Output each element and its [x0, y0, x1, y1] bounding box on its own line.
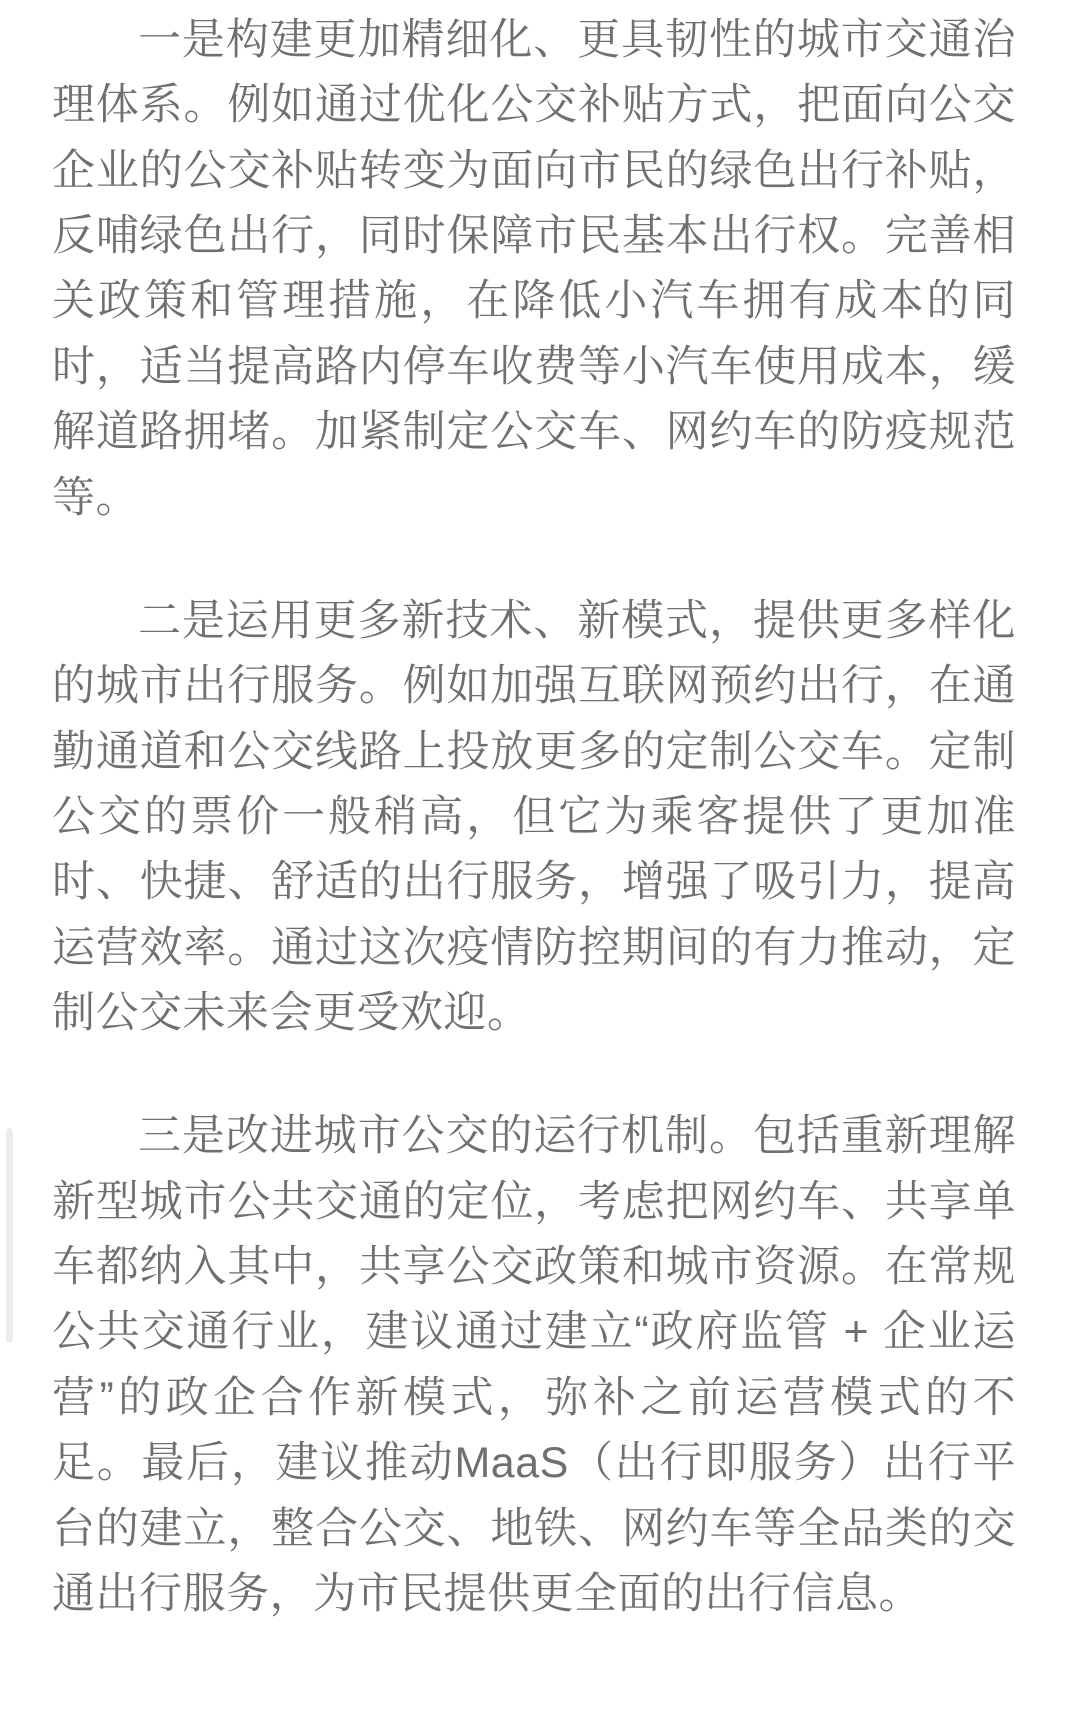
paragraph-2: 二是运用更多新技术、新模式，提供更多样化的城市出行服务。例如加强互联网预约出行，在通勤通道和公交线路上投放更多的定制公交车。定制公交的票价一般稍高，但它为乘客提供了更加准时、快捷、舒适的出行服务，增强了吸引力，提高运营效率。通过这次疫情防控期间的有力推动，定制公交未来会更受欢迎。 — [52, 596, 1016, 1038]
article-body — [52, 8, 1016, 1627]
scrollbar-thumb[interactable] — [6, 1128, 13, 1343]
paragraph-1: 一是构建更加精细化、更具韧性的城市交通治理体系。例如通过优化公交补贴方式，把面向公交企业的公交补贴转变为面向市民的绿色出行补贴，反哺绿色出行，同时保障市民基本出行权。完善相关政策和管理措施，在降低小汽车拥有成本的同时，适当提高路内停车收费等小汽车使用成本，缓解道路拥堵。加紧制定公交车、网约车的防疫规范等。 — [52, 16, 1016, 522]
paragraph-3: 三是改进城市公交的运行机制。包括重新理解新型城市公共交通的定位，考虑把网约车、共享单车都纳入其中，共享公交政策和城市资源。在常规公共交通行业，建议通过建立“政府监管 + 企业运营”的政企合作新模式，弥补之前运营模式的不足。最后，建议推动MaaS（出行即服务）出行平台的建立，整合公交、地铁、网约车等全品类的交通出行服务，为市民提供更全面的出行信息。 — [52, 1112, 1016, 1618]
